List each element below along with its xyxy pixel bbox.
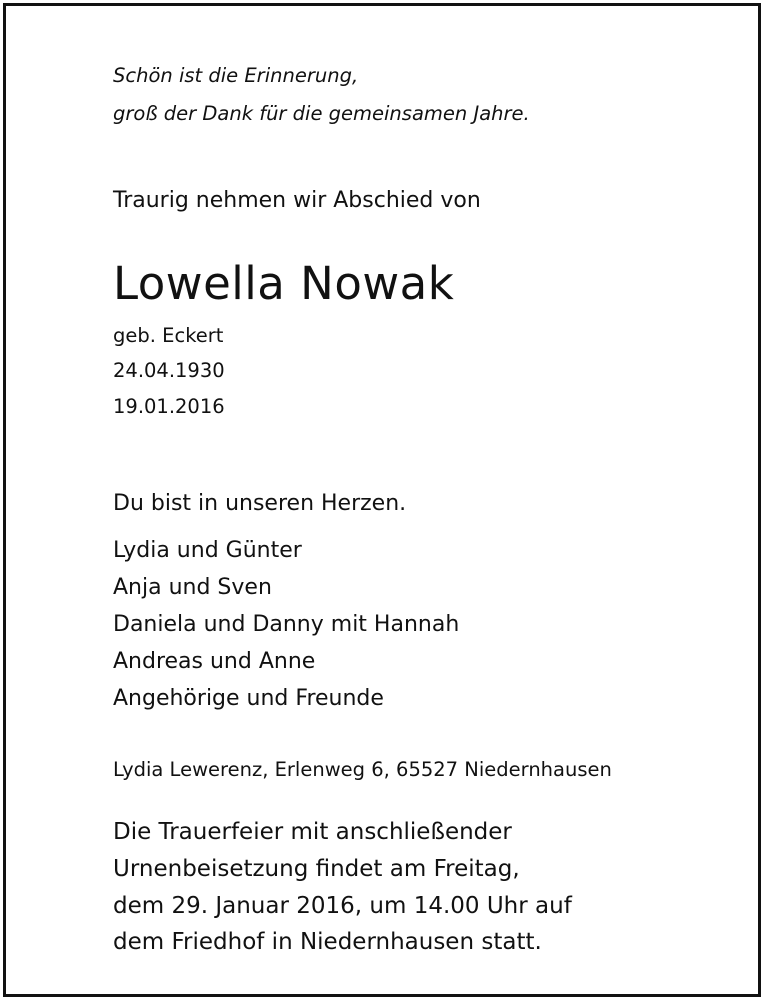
mourner-1: Lydia und Günter [113, 538, 302, 563]
mourner-3: Daniela und Danny mit Hannah [113, 612, 460, 637]
maiden-name: geb. Eckert [113, 324, 224, 347]
quote-line-1: Schön ist die Erinnerung, [113, 64, 359, 87]
mourner-2: Anja und Sven [113, 575, 272, 600]
message-text: Du bist in unseren Herzen. [113, 491, 407, 516]
mourner-4: Andreas und Anne [113, 649, 316, 674]
ceremony-line-1: Die Trauerfeier mit anschließender [113, 819, 512, 845]
ceremony-line-4: dem Friedhof in Niedernhausen statt. [113, 929, 542, 955]
deceased-name: Lowella Nowak [113, 257, 455, 310]
death-date: 19.01.2016 [113, 395, 225, 418]
quote-line-2: groß der Dank für die gemeinsamen Jahre. [113, 102, 530, 125]
birth-date: 24.04.1930 [113, 359, 225, 382]
ceremony-line-2: Urnenbeisetzung findet am Freitag, [113, 856, 520, 882]
mourner-5: Angehörige und Freunde [113, 686, 384, 711]
intro-text: Traurig nehmen wir Abschied von [113, 188, 481, 213]
ceremony-line-3: dem 29. Januar 2016, um 14.00 Uhr auf [113, 893, 572, 919]
contact-address: Lydia Lewerenz, Erlenweg 6, 65527 Niedernhausen [113, 758, 612, 781]
